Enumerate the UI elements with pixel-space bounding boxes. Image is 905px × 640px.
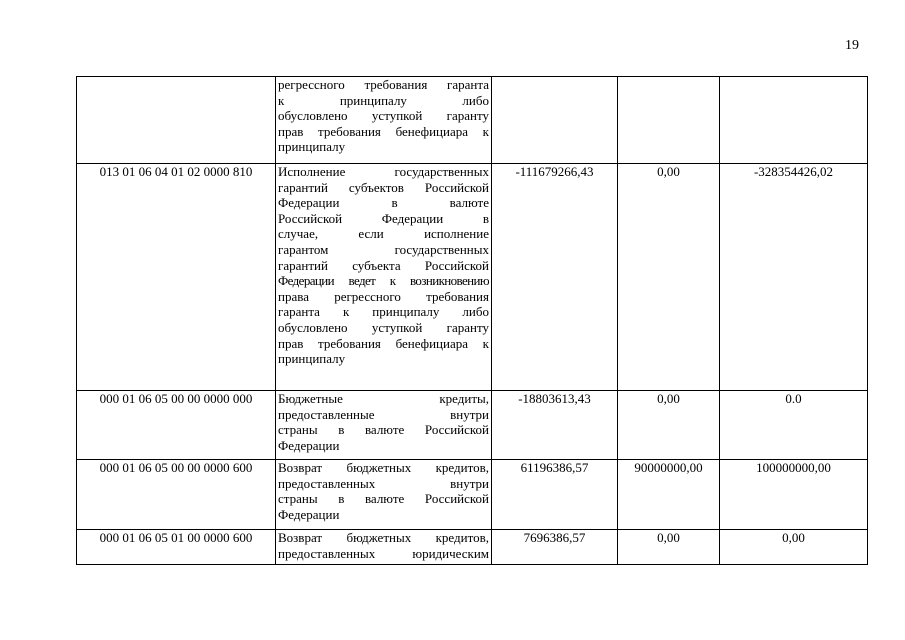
description-line: Федерации в валюте bbox=[278, 195, 489, 211]
description-line: страны в валюте Российской bbox=[278, 491, 489, 507]
description-line: гаранта к принципалу либо bbox=[278, 304, 489, 320]
budget-code-cell: 013 01 06 04 01 02 0000 810 bbox=[77, 164, 276, 391]
budget-code-cell: 000 01 06 05 00 00 0000 600 bbox=[77, 460, 276, 530]
amount-cell-1: -111679266,43 bbox=[492, 164, 618, 391]
amount-cell-1: 61196386,57 bbox=[492, 460, 618, 530]
amount-cell-1 bbox=[492, 77, 618, 164]
amount-cell-2 bbox=[618, 77, 720, 164]
amount-cell-3 bbox=[720, 77, 868, 164]
description-line: Бюджетные кредиты, bbox=[278, 391, 489, 406]
budget-code-cell bbox=[77, 77, 276, 164]
description-line: гарантий субъекта Российской bbox=[278, 257, 489, 273]
description-line: обусловлено уступкой гаранту bbox=[278, 319, 489, 335]
budget-code-cell: 000 01 06 05 01 00 0000 600 bbox=[77, 530, 276, 565]
description-line: гарантом государственных bbox=[278, 241, 489, 257]
amount-cell-3: 100000000,00 bbox=[720, 460, 868, 530]
description-line: права регрессного требования bbox=[278, 288, 489, 304]
budget-code-cell: 000 01 06 05 00 00 0000 000 bbox=[77, 391, 276, 460]
page-number: 19 bbox=[845, 38, 859, 53]
description-line: гарантий субъектов Российской bbox=[278, 179, 489, 195]
description-cell bbox=[276, 530, 492, 565]
description-cell bbox=[276, 77, 492, 164]
amount-cell-2: 0,00 bbox=[618, 391, 720, 460]
description-line: предоставленные внутри bbox=[278, 406, 489, 422]
amount-cell-1: 7696386,57 bbox=[492, 530, 618, 565]
table-row bbox=[77, 391, 868, 460]
table-row bbox=[77, 460, 868, 530]
amount-cell-2: 0,00 bbox=[618, 530, 720, 565]
table-row bbox=[77, 77, 868, 164]
description-line: регрессного требования гаранта bbox=[278, 77, 489, 92]
amount-cell-3: 0,00 bbox=[720, 530, 868, 565]
description-line: случае, если исполнение bbox=[278, 226, 489, 242]
description-cell bbox=[276, 164, 492, 391]
description-line: Возврат бюджетных кредитов, bbox=[278, 530, 489, 545]
description-line: Федерации ведет к возникновению bbox=[278, 273, 489, 289]
table-body bbox=[77, 77, 868, 565]
table-row bbox=[77, 530, 868, 565]
amount-cell-3: 0.0 bbox=[720, 391, 868, 460]
description-line: Федерации bbox=[278, 437, 340, 453]
description-line: предоставленных внутри bbox=[278, 475, 489, 491]
amount-cell-2: 0,00 bbox=[618, 164, 720, 391]
description-line: Российской Федерации в bbox=[278, 210, 489, 226]
description-cell bbox=[276, 460, 492, 530]
amount-cell-3: -328354426,02 bbox=[720, 164, 868, 391]
description-line: к принципалу либо bbox=[278, 92, 489, 108]
description-line: Федерации bbox=[278, 506, 340, 522]
description-line: принципалу bbox=[278, 139, 346, 155]
budget-sources-table bbox=[76, 76, 868, 565]
description-line: Исполнение государственных bbox=[278, 164, 489, 179]
description-line: прав требования бенефициара к bbox=[278, 123, 489, 139]
description-line: принципалу bbox=[278, 351, 346, 367]
description-line: прав требования бенефициара к bbox=[278, 335, 489, 351]
table-row bbox=[77, 164, 868, 391]
description-line: Возврат бюджетных кредитов, bbox=[278, 460, 489, 475]
amount-cell-2: 90000000,00 bbox=[618, 460, 720, 530]
description-line: предоставленных юридическим bbox=[278, 545, 489, 561]
description-cell bbox=[276, 391, 492, 460]
amount-cell-1: -18803613,43 bbox=[492, 391, 618, 460]
description-line: страны в валюте Российской bbox=[278, 422, 489, 438]
description-line: обусловлено уступкой гаранту bbox=[278, 108, 489, 124]
